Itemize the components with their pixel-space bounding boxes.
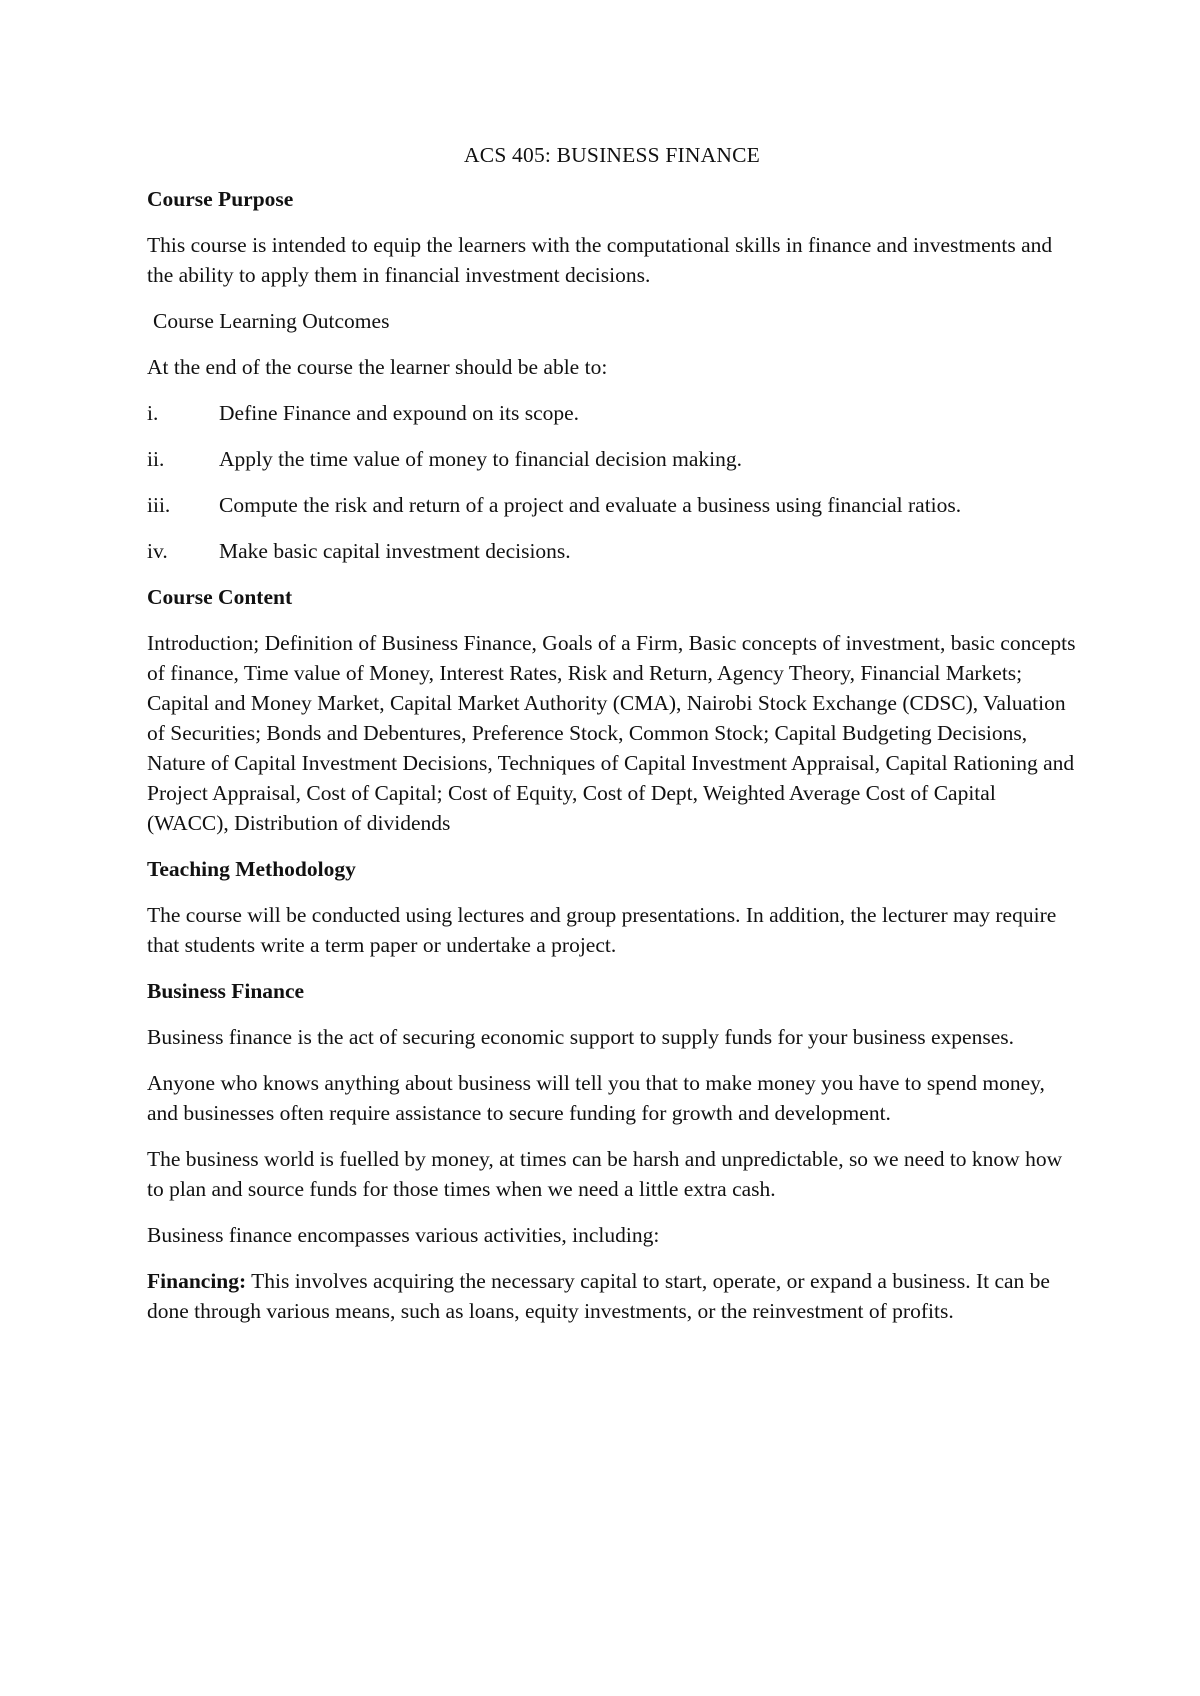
learning-outcomes-list: [147, 398, 1077, 566]
business-finance-paragraph: Business finance is the act of securing economic support to supply funds for your business expenses.: [147, 1025, 1015, 1049]
list-item: [147, 536, 1077, 566]
financing-label: Financing:: [147, 1269, 247, 1293]
business-finance-paragraph: The business world is fuelled by money, at times can be harsh and unpredictable, so we need to know how to plan and source funds for those times when we need a little extra cash.: [147, 1147, 1063, 1201]
business-finance-heading: Business Finance: [147, 979, 305, 1003]
course-content-heading: Course Content: [147, 585, 293, 609]
list-item-text: Apply the time value of money to financial decision making.: [219, 447, 743, 471]
list-item: [147, 398, 1077, 428]
document-title: ACS 405: BUSINESS FINANCE: [464, 143, 760, 167]
list-item-text: Compute the risk and return of a project and evaluate a business using financial ratios.: [219, 493, 962, 517]
list-item-number: ii.: [147, 447, 165, 471]
list-item-text: Define Finance and expound on its scope.: [219, 401, 580, 425]
list-item-number: iv.: [147, 539, 168, 563]
financing-paragraph: [147, 1266, 1077, 1326]
list-item: [147, 444, 1077, 474]
business-finance-paragraph: Anyone who knows anything about business will tell you that to make money you have to spend money, and businesses often require assistance to secure funding for growth and development.: [147, 1071, 1045, 1125]
financing-text: This involves acquiring the necessary capital to start, operate, or expand a business. It can be done through various means, such as loans, equity investments, or the reinvestment of profits.: [147, 1269, 1050, 1323]
teaching-methodology-text: The course will be conducted using lectures and group presentations. In addition, the lecturer may require that students write a term paper or undertake a project.: [147, 903, 1057, 957]
list-item-number: iii.: [147, 493, 171, 517]
teaching-methodology-heading: Teaching Methodology: [147, 857, 356, 881]
list-item-number: i.: [147, 401, 159, 425]
list-item-text: Make basic capital investment decisions.: [219, 539, 571, 563]
learning-outcomes-heading: Course Learning Outcomes: [153, 309, 390, 333]
document-page: [147, 140, 1077, 1342]
course-purpose-text: This course is intended to equip the learners with the computational skills in finance and investments and the ability to apply them in financial investment decisions.: [147, 233, 1053, 287]
learning-outcomes-lead: At the end of the course the learner should be able to:: [147, 355, 608, 379]
business-finance-paragraph: Business finance encompasses various activities, including:: [147, 1223, 660, 1247]
course-purpose-heading: Course Purpose: [147, 187, 294, 211]
list-item: [147, 490, 1077, 520]
course-content-text: Introduction; Definition of Business Finance, Goals of a Firm, Basic concepts of investment, basic concepts of finance, Time value of Money, Interest Rates, Risk and Return, Agency Theory, Financial Markets; Capital and Money Market, Capital Market Authority (CMA), Nairobi Stock Exchange (CDSC), Valuation of Securities; Bonds and Debentures, Preference Stock, Common Stock; Capital Budgeting Decisions, Nature of Capital Investment Decisions, Techniques of Capital Investment Appraisal, Capital Rationing and Project Appraisal, Cost of Capital; Cost of Equity, Cost of Dept, Weighted Average Cost of Capital (WACC), Distribution of dividends: [147, 631, 1076, 835]
